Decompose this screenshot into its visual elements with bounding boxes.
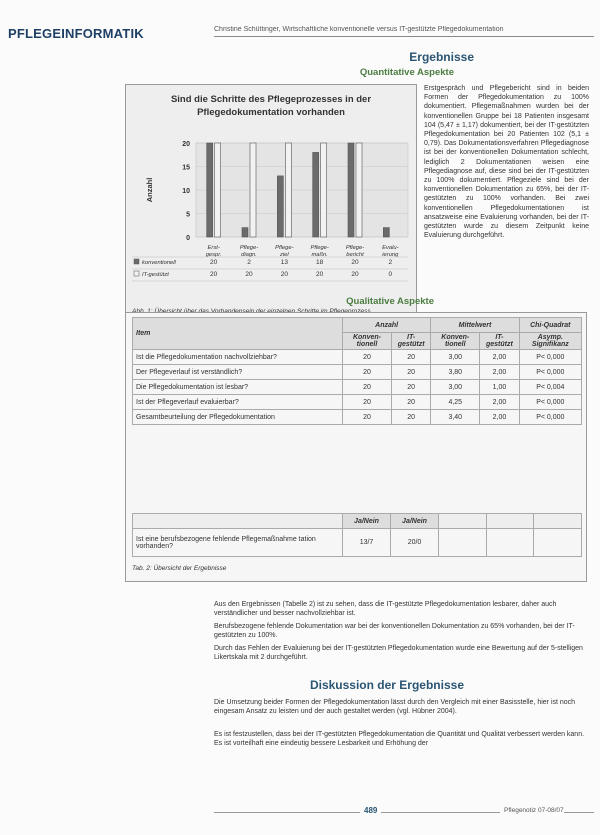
paragraph: Die Umsetzung beider Formen der Pflegedokumentation lässt durch den Vergleich mit einer Basisstelle, hier ist noch eingesam Ansatz zu leisten und der auch gestaltet werden (vgl. Hübner 2004). (214, 699, 576, 715)
table-row (133, 395, 582, 410)
cell-mean-it: 2,00 (480, 365, 519, 380)
data-label: 20 (210, 259, 218, 266)
paragraph: Aus den Ergebnissen (Tabelle 2) ist zu sehen, dass die IT-gestützte Pflegedokumentation lesbarer, daher auch verständlicher und besser nachvollziehbar ist. (214, 601, 557, 617)
y-tick-label: 0 (186, 235, 190, 242)
row-item: Der Pflegeverlauf ist verständlich? (133, 365, 343, 380)
cell-yes-no-it: 20/0 (391, 529, 439, 557)
bar (242, 228, 248, 237)
data-label: 20 (210, 271, 218, 278)
x-tick-label: Pflege-bericht (345, 245, 365, 258)
bar (207, 143, 213, 237)
sub-header: IT-gestützt (391, 333, 430, 350)
bar (348, 143, 354, 237)
cell-mean-conv: 4,25 (431, 395, 480, 410)
heading-quantitative: Quantitative Aspekte (359, 67, 454, 78)
data-label: 20 (245, 271, 253, 278)
x-tick-label: Pflege-ziel (275, 245, 294, 258)
cell-significance: P< 0,000 (519, 410, 581, 425)
row-item: Die Pflegedokumentation ist lesbar? (133, 380, 343, 395)
sub-header: Asymp. Signifikanz (519, 333, 581, 350)
y-tick-label: 15 (182, 164, 190, 172)
heading-qualitative: Qualitative Aspekte (346, 296, 434, 307)
data-label: 0 (388, 271, 393, 278)
cell-mean-it: 2,00 (480, 350, 519, 365)
x-tick-label: Pflege-diagn. (239, 245, 259, 258)
cell-count-conv: 20 (343, 365, 392, 380)
chart-title: Sind die Schritte des Pflegeprozesses in der Pflegedokumentation vorhanden (170, 94, 372, 118)
cell-significance: P< 0,000 (519, 395, 581, 410)
yes-no-table (132, 513, 582, 557)
sub-header: IT-gestützt (480, 333, 519, 350)
results-table (132, 317, 582, 425)
bar (313, 152, 319, 237)
legend-label: IT-gestützt (142, 272, 169, 278)
row-item: Ist die Pflegedokumentation nachvollziehbar? (133, 350, 343, 365)
row-item: Ist der Pflegeverlauf evaluierbar? (133, 395, 343, 410)
y-tick-label: 20 (182, 141, 190, 148)
y-tick-label: 5 (186, 211, 190, 219)
results-table-figure (125, 312, 587, 582)
heading-discussion: Diskussion der Ergebnisse (309, 678, 464, 692)
cell-significance: P< 0,004 (519, 380, 581, 395)
table-row (133, 350, 582, 365)
group-header-chi: Chi-Quadrat (519, 318, 581, 333)
yes-no-header: Ja/Nein (343, 514, 391, 529)
table-row (133, 380, 582, 395)
bar-chart (126, 85, 416, 307)
cell-count-it: 20 (391, 350, 430, 365)
legend-swatch (134, 259, 139, 264)
chart-figure (125, 84, 417, 328)
sub-header: Konven-tionell (431, 333, 480, 350)
row-item: Gesamtbeurteilung der Pflegedokumentation (133, 410, 343, 425)
table-row (133, 529, 582, 557)
cell-count-conv: 20 (343, 350, 392, 365)
bar (277, 176, 283, 237)
cell-mean-it: 1,00 (480, 380, 519, 395)
journal-name: Pflegenotiz 07-08/07 (500, 807, 564, 814)
header-rule (214, 36, 594, 37)
paragraph: Berufsbezogene fehlende Dokumentation war bei der konventionellen Dokumentation zu 65% vorhanden, bei der IT-gestützten zu 100%. (214, 623, 575, 639)
x-tick-label: Pflege-maßn. (310, 245, 329, 258)
bar (250, 143, 256, 237)
y-tick-label: 10 (182, 188, 190, 195)
data-label: 20 (351, 271, 359, 278)
cell-mean-it: 2,00 (480, 395, 519, 410)
cell-count-it: 20 (391, 380, 430, 395)
bar (285, 143, 291, 237)
cell-mean-conv: 3,00 (431, 350, 480, 365)
data-label: 2 (388, 259, 393, 266)
cell-significance: P< 0,000 (519, 350, 581, 365)
cell-mean-conv: 3,40 (431, 410, 480, 425)
row-item: Ist eine berufsbezogene fehlende Pflegemaßnahme tation vorhanden? (133, 529, 343, 557)
running-head: Christine Schüttinger, Wirtschaftliche konventionelle versus IT-gestützte Pflegedokumentation (214, 26, 504, 33)
group-header-mean: Mittelwert (431, 318, 519, 333)
cell-count-it: 20 (391, 410, 430, 425)
paragraph: Durch das Fehlen der Evaluierung bei der IT-gestützten Pflegedokumentation wurde eine Bewertung auf der 5-stelligen Likertskala mit 2 durchgeführt. (214, 645, 583, 661)
cell-count-conv: 20 (343, 395, 392, 410)
data-label: 20 (316, 271, 324, 278)
table-row (133, 410, 582, 425)
item-header: Item (133, 318, 343, 350)
legend-swatch (134, 271, 139, 276)
heading-results: Ergebnisse (409, 50, 474, 64)
bar (383, 228, 389, 237)
page-number: 489 (360, 806, 381, 815)
table-caption: Tab. 2: Übersicht der Ergebnisse (132, 565, 227, 572)
cell-mean-conv: 3,80 (431, 365, 480, 380)
sub-header: Konven-tionell (343, 333, 392, 350)
side-column-text: Erstgespräch und Pflegebericht sind in beiden Formen der Pflegedokumentation zu 100% dokumentiert. Pflegemaßnahmen wurden bei der konventionellen Gruppe bei 18 Patienten insgesamt 104 (5,47 ± 1,17) dokumentiert, bei der IT-gestützten Pflegedokumentation bei 20 Patienten 102 (5,1 ± 0,79). Das Dokumentationsverfahren Pflegediagnose ist bei der konventionellen Dokumentation schlecht, lediglich 2 Dokumentationen weisen eine Pflegediagnose auf, diese sind bei der IT-gestützten zu 100% dokumentiert. Pflegeziele sind bei der konventionellen Dokumentation zu 65%, bei der IT-gestützten zu 100% vorhanden. Bei zwei konventionellen Pflegedokumentationen ist ansatzweise eine Evaluierung vorhanden, bei der IT-gestützten wurde zu diesem Zeitpunkt keine Evaluierung durchgeführt. (424, 85, 589, 240)
cell-count-it: 20 (391, 365, 430, 380)
cell-yes-no-conv: 13/7 (343, 529, 391, 557)
cell-mean-it: 2,00 (480, 410, 519, 425)
paragraph: Es ist festzustellen, dass bei der IT-gestützten Pflegedokumentation die Quantität und Qualität verbessert werden kann. Es ist vorteilhaft eine eindeutig bessere Lesbarkeit und Erhöhung der (214, 731, 585, 747)
table-row (133, 365, 582, 380)
data-label: 20 (351, 259, 359, 266)
x-tick-label: Evalu-ierung (382, 245, 399, 258)
data-label: 2 (247, 259, 251, 266)
yes-no-header: Ja/Nein (391, 514, 439, 529)
x-tick-label: Erst-gespr. (205, 245, 222, 258)
data-label: 18 (316, 259, 324, 266)
bar (215, 143, 221, 237)
brand-logo: PFLEGEINFORMATIK (8, 26, 144, 41)
group-header-count: Anzahl (343, 318, 431, 333)
cell-count-conv: 20 (343, 380, 392, 395)
bar (321, 143, 327, 237)
legend-label: konventionell (142, 260, 176, 266)
y-axis-label: Anzahl (145, 177, 154, 203)
data-label: 20 (280, 271, 288, 278)
cell-mean-conv: 3,00 (431, 380, 480, 395)
bar (356, 143, 362, 237)
cell-count-conv: 20 (343, 410, 392, 425)
cell-count-it: 20 (391, 395, 430, 410)
data-label: 13 (280, 259, 288, 266)
cell-significance: P< 0,000 (519, 365, 581, 380)
